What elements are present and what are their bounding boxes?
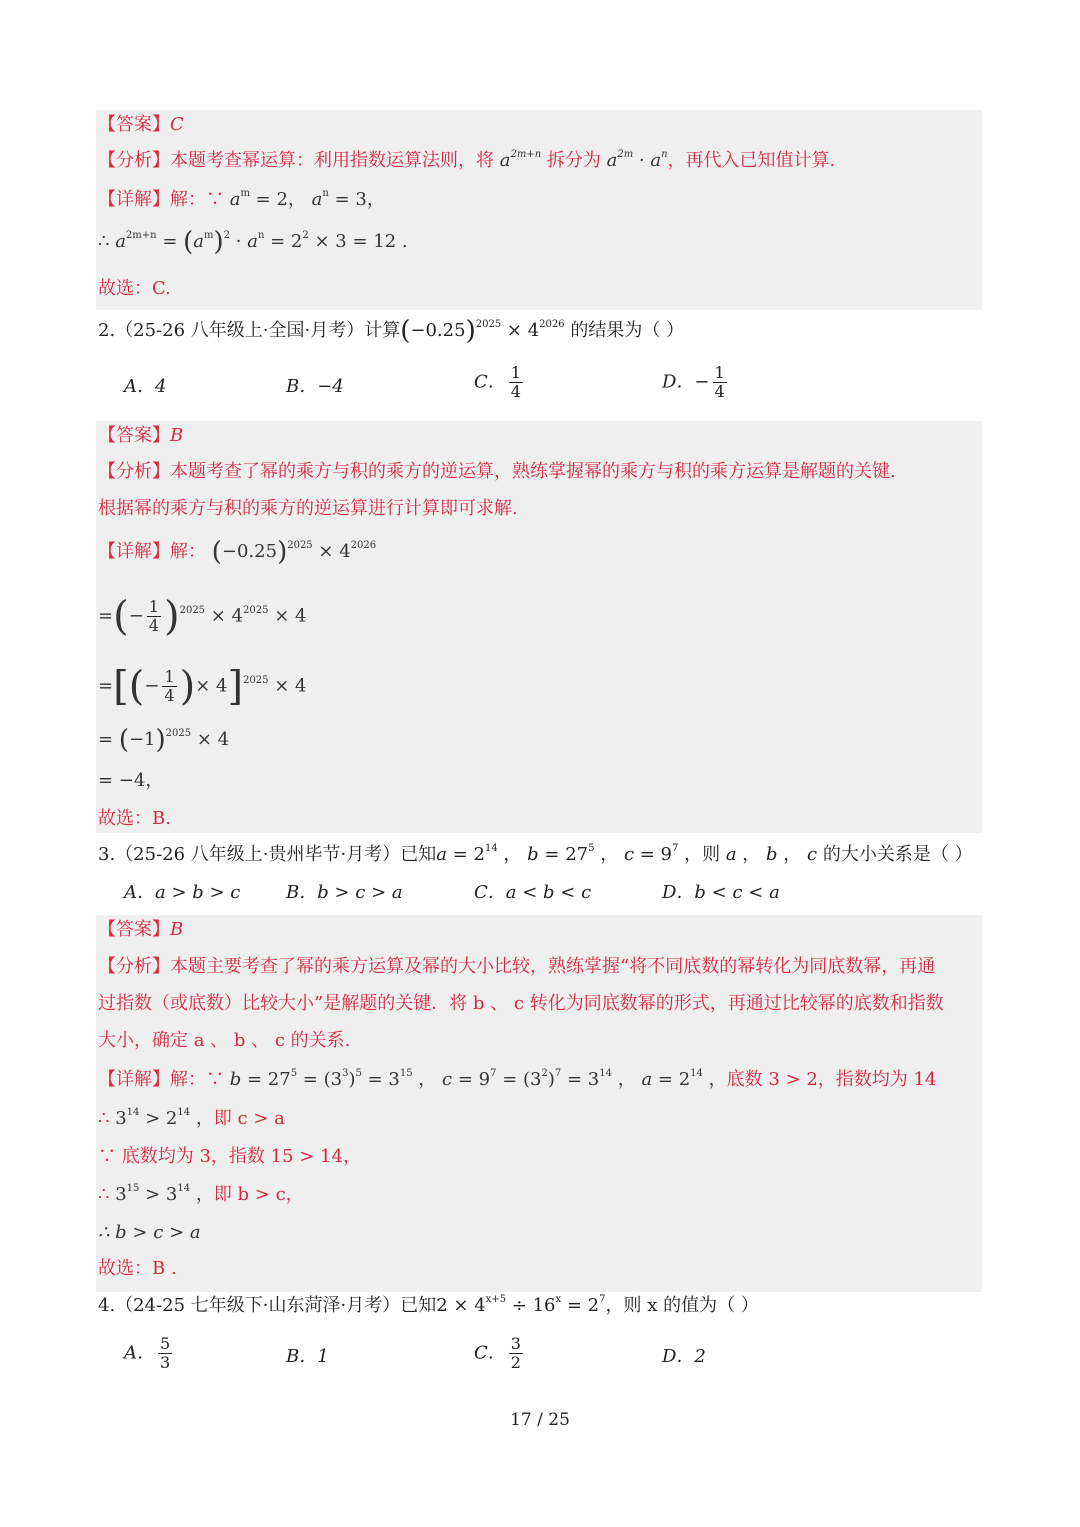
q3-step4: ∴ b > c > a	[98, 1222, 201, 1243]
q2-step4: = −4，	[98, 770, 164, 791]
q2-analysis-1: 【分析】本题考查了幂的乘方与积的乘方的逆运算，熟练掌握幂的乘方与积的乘方运算是解题的关键.	[98, 461, 896, 482]
q1-answer: 【答案】C	[98, 114, 184, 135]
q4-option-c: C． $\frac{3}{2}$	[474, 1334, 521, 1372]
q2-option-d: D．− $\frac{1}{4}$	[662, 363, 725, 401]
q4-option-a: A． $\frac{5}{3}$	[124, 1334, 171, 1372]
q2-conclusion: 故选：B.	[98, 808, 171, 829]
q2-detail: 【详解】解： $(-0.25)^{2025} \times 4^{2026}$	[98, 537, 377, 567]
q2-option-c: C． $\frac{1}{4}$	[474, 363, 521, 401]
q3-detail: 【详解】解：∵ $b = 27^5 = (3^3)^5 = 3^{15}$ ， $c = 9^7 = (3^2)^7 = 3^{14}$ ， $a = 2^{14}$ ，底数 3 > 2，指数均为 14	[98, 1068, 937, 1090]
q3-answer: 【答案】B	[98, 919, 184, 940]
q3-analysis-1: 【分析】本题主要考查了幂的乘方运算及幂的大小比较，熟练掌握“将不同底数的幂转化为同底数幂，再通	[98, 956, 936, 977]
q2-stem: 2.（25-26 八年级上·全国·月考）计算$(-0.25)^{2025} \times 4^{2026}$ 的结果为（ ）	[98, 316, 685, 346]
q2-step1: =(− $\frac{1}{4}$ )$^{2025} \times 4^{2025} \times 4$	[98, 593, 307, 640]
q4-stem: 4.（24-25 七年级下·山东菏泽·月考）已知$2 \times 4^{x+5} \div 16^x = 2^7$，则 x 的值为（ ）	[98, 1294, 759, 1316]
q1-conclusion: 故选：C.	[98, 278, 171, 299]
q2-step3: = $(-1)^{2025} \times 4$	[98, 725, 230, 755]
q1-analysis: 【分析】本题考查幂运算：利用指数运算法则，将 $a^{2m+n}$ 拆分为 $a^{2m} \cdot a^n$，再代入已知值计算.	[98, 149, 836, 171]
page-number: 17 / 25	[510, 1410, 570, 1430]
q3-option-d: D．b < c < a	[662, 882, 780, 903]
q3-analysis-3: 大小，确定 a 、 b 、 c 的关系.	[98, 1030, 351, 1051]
q3-step2: ∵ 底数均为 3，指数 15 > 14，	[98, 1146, 361, 1167]
q3-stem: 3.（25-26 八年级上·贵州毕节·月考）已知$a = 2^{14}$ ， $b = 27^5$ ， $c = 9^7$ ，则 a ， b ， c 的大小关系是（ ）	[98, 843, 973, 865]
q3-option-c: C．a < b < c	[474, 882, 592, 903]
q4-option-b: B．1	[286, 1346, 329, 1367]
q2-answer: 【答案】B	[98, 425, 184, 446]
q4-option-d: D．2	[662, 1346, 706, 1367]
q2-step2: =[(− $\frac{1}{4}$ )× 4]$^{2025}$ × 4	[98, 663, 307, 710]
q1-detail: 【详解】解：∵ $a^m = 2$， $a^n = 3$，	[98, 188, 385, 210]
q3-step3: ∴ $3^{15} > 3^{14}$ ，即 b > c，	[98, 1183, 304, 1205]
q3-analysis-2: 过指数（或底数）比较大小”是解题的关键．将 b 、 c 转化为同底数幂的形式，再通过比较幂的底数和指数	[98, 993, 944, 1014]
q2-option-a: A．4	[124, 376, 167, 397]
q1-step1: ∴ $a^{2m+n} = (a^m)^2 \cdot a^n = 2^2 \times 3 = 12$ .	[98, 227, 408, 257]
q3-conclusion: 故选：B .	[98, 1258, 177, 1279]
q3-option-a: A．a > b > c	[124, 882, 241, 903]
q3-step1: ∴ $3^{14} > 2^{14}$ ，即 c > a	[98, 1107, 285, 1129]
q2-option-b: B．−4	[286, 376, 344, 397]
q2-analysis-2: 根据幂的乘方与积的乘方的逆运算进行计算即可求解.	[98, 498, 518, 519]
q3-option-b: B．b > c > a	[286, 882, 403, 903]
